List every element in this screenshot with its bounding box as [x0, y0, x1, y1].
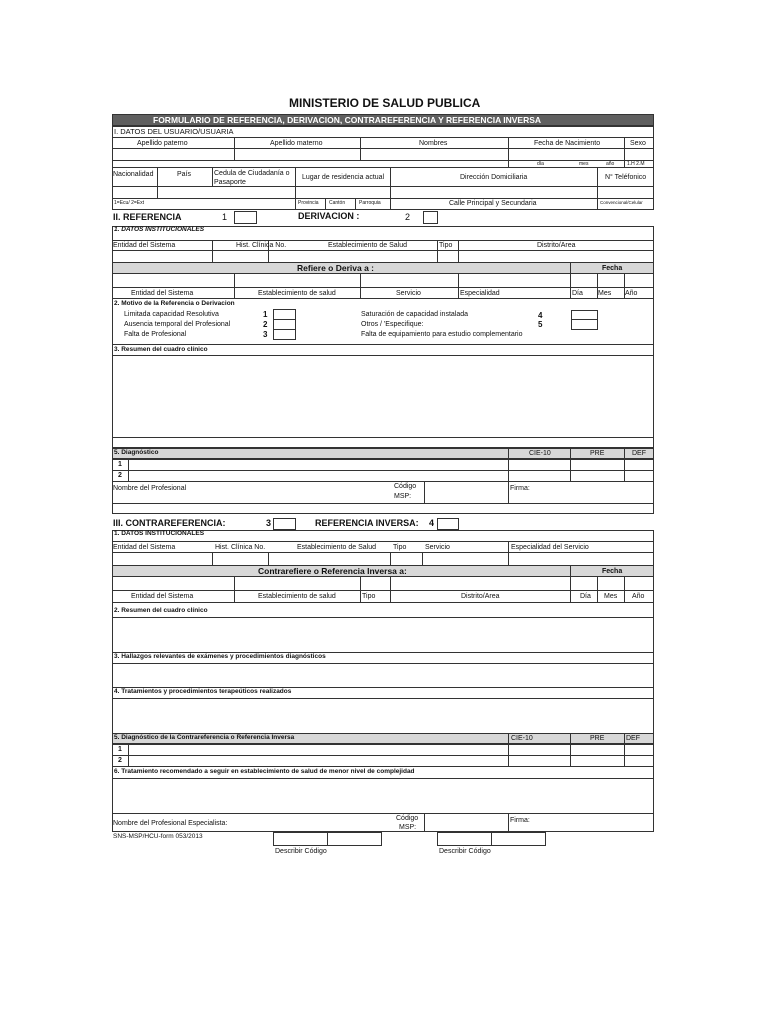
motivo-4: Saturación de capacidad instalada — [361, 311, 469, 318]
dest3-distrito-field[interactable] — [391, 578, 569, 589]
diag-pre-3: PRE — [590, 735, 605, 742]
dest3-col-distrito: Distrito/Area — [461, 593, 500, 600]
refiere-fecha: Fecha — [602, 265, 623, 272]
apellido-materno-field[interactable] — [235, 149, 359, 159]
dest-establecimiento-field[interactable] — [235, 275, 359, 286]
inst3-establecimiento-field[interactable] — [269, 553, 389, 564]
motivo-num-5: 5 — [538, 320, 543, 329]
tratamientos-title: 4. Tratamientos y procedimientos terapeúticos realizados — [114, 688, 292, 695]
fecha-nacimiento-field[interactable] — [509, 149, 623, 159]
direccion-field[interactable] — [391, 187, 596, 197]
hallazgos-textarea[interactable] — [113, 664, 653, 686]
dest3-col-mes: Mes — [604, 593, 618, 600]
referencia-inversa-number: 4 — [429, 518, 435, 528]
motivo-2: Ausencia temporal del Profesional — [124, 321, 231, 328]
contrareferencia-number: 3 — [266, 518, 272, 528]
inst3-col-especialidad: Especialidad del Servicio — [511, 544, 589, 551]
resumen-title-2: 3. Resumen del cuadro clínico — [114, 346, 208, 353]
referencia-inversa-checkbox[interactable] — [437, 518, 459, 530]
label-calle: Calle Principal y Secundaria — [449, 200, 537, 207]
col-sexo: Sexo — [630, 140, 646, 147]
describir-codigo-1: Describir Código — [275, 848, 327, 855]
dest3-mes-field[interactable] — [598, 578, 623, 589]
referencia-label: II. REFERENCIA — [113, 212, 182, 222]
label-mes: mes — [579, 161, 589, 167]
diag-pre-2: PRE — [590, 450, 605, 457]
firma-label-3: Firma: — [510, 817, 530, 824]
inst-historia-field[interactable] — [213, 251, 267, 261]
motivo-title: 2. Motivo de la Referencia o Derivacion — [114, 300, 235, 307]
motivo-1: Limitada capacidad Resolutiva — [124, 311, 219, 318]
residencia-field[interactable] — [296, 187, 389, 197]
datos-institucionales-3: 1. DATOS INSTITUCIONALES — [114, 530, 205, 537]
dest3-col-anio: Año — [632, 593, 645, 600]
label-ecu-ext: 1=Ecu/ 2=Ext — [114, 200, 145, 206]
diag-cie-2: CIE-10 — [529, 450, 551, 457]
form-banner-text: FORMULARIO DE REFERENCIA, DERIVACION, CONTRAREFERENCIA Y REFERENCIA INVERSA — [153, 115, 542, 125]
inst3-col-servicio: Servicio — [425, 544, 450, 551]
inst3-col-historia: Hist. Clínica No. — [215, 544, 266, 551]
label-parroquia: Parroquia — [359, 200, 381, 206]
label-anio: año — [606, 161, 615, 167]
pais-field[interactable] — [158, 187, 294, 197]
diagnostico-title-3: 5. Diagnóstico de la Contrareferencia o Referencia Inversa — [114, 734, 295, 741]
dest-col-anio: Año — [625, 290, 638, 297]
codigo-label-2: Código — [394, 483, 417, 490]
dest3-dia-field[interactable] — [571, 578, 596, 589]
codigo-box-1b[interactable] — [327, 832, 382, 846]
inst-distrito-field[interactable] — [459, 251, 653, 261]
label-convencional: Convencional/Celular — [600, 200, 643, 205]
motivo-6: Falta de equipamiento para estudio complementario — [361, 331, 523, 338]
referencia-checkbox[interactable] — [234, 211, 257, 224]
telefono-field[interactable] — [598, 187, 653, 197]
label-provincia: Provincia — [298, 200, 319, 206]
derivacion-number: 2 — [405, 212, 411, 222]
col-fecha-nacimiento: Fecha de Nacimiento — [534, 140, 601, 147]
inst3-col-establecimiento: Establecimiento de Salud — [297, 544, 376, 551]
col-pais: País — [177, 171, 192, 178]
label-canton: Cantón — [329, 200, 346, 206]
inst-entidad-field[interactable] — [113, 251, 211, 261]
form-id: SNS-MSP/HCU-form 053/2013 — [113, 833, 203, 840]
diag-row-2-2: 2 — [118, 472, 122, 479]
dest-col-especialidad: Especialidad — [460, 290, 500, 297]
dest-col-dia: Día — [572, 290, 583, 297]
page-title: MINISTERIO DE SALUD PUBLICA — [289, 96, 481, 110]
inst-establecimiento-field[interactable] — [269, 251, 436, 261]
dest-especialidad-field[interactable] — [459, 275, 569, 286]
dest-col-establecimiento: Establecimiento de salud — [258, 290, 336, 297]
dest-col-servicio: Servicio — [396, 290, 421, 297]
motivo-checkbox-3[interactable] — [273, 329, 296, 340]
inst3-col-entidad: Entidad del Sistema — [113, 544, 176, 551]
dest-entidad-field[interactable] — [113, 275, 233, 286]
diag-2-field-3[interactable] — [129, 756, 507, 766]
nombres-field[interactable] — [361, 149, 507, 159]
codigo-box-2b[interactable] — [491, 832, 546, 846]
msp-label-3: MSP: — [399, 824, 417, 831]
contrareferencia-checkbox[interactable] — [273, 518, 296, 530]
col-apellido-paterno: Apellido paterno — [137, 140, 188, 147]
codigo-box-1a[interactable] — [273, 832, 328, 846]
inst3-col-tipo: Tipo — [393, 544, 407, 551]
col-apellido-materno: Apellido materno — [270, 140, 323, 147]
dest3-tipo-field[interactable] — [361, 578, 389, 589]
col-nacionalidad: Nacionalidad — [113, 171, 154, 178]
inst-col-distrito: Distrito/Area — [537, 242, 576, 249]
inst3-especialidad-field[interactable] — [509, 553, 653, 564]
inst3-tipo-field[interactable] — [391, 553, 421, 564]
dest-col-entidad: Entidad del Sistema — [131, 290, 194, 297]
sexo-field[interactable] — [625, 149, 653, 159]
motivo-num-2: 2 — [263, 320, 268, 329]
col-cedula: Cedula de Ciudadanía o Pasaporte — [214, 170, 290, 186]
inst3-historia-field[interactable] — [213, 553, 267, 564]
inst3-entidad-field[interactable] — [113, 553, 211, 564]
referencia-number: 1 — [222, 212, 228, 222]
inst-col-historia: Hist. Clínica No. — [236, 242, 287, 249]
tratamiento-recomendado-title: 6. Tratamiento recomendado a seguir en establecimiento de salud de menor nivel de complejidad — [114, 768, 415, 775]
describir-codigo-2: Describir Código — [439, 848, 491, 855]
inst-col-establecimiento: Establecimiento de Salud — [328, 242, 407, 249]
profesional-label-3: Nombre del Profesional Especialista: — [113, 820, 228, 827]
firma-label-2: Firma: — [510, 485, 530, 492]
diagnostico-title-2: 5. Diagnóstico — [114, 449, 159, 456]
diag-def-3: DEF — [626, 735, 640, 742]
derivacion-checkbox[interactable] — [423, 211, 438, 224]
col-direccion: Dirección Domiciliaria — [460, 174, 528, 181]
contrareferencia-label: III. CONTRAREFERENCIA: — [113, 518, 226, 528]
codigo-box-2a[interactable] — [437, 832, 492, 846]
diag-1-field-3[interactable] — [129, 745, 507, 755]
datos-institucionales-2: 1. DATOS INSTITUCIONALES — [114, 226, 205, 233]
motivo-num-3: 3 — [263, 330, 268, 339]
inst-col-tipo: Tipo — [439, 242, 453, 249]
col-telefono: N° Teléfonico — [605, 174, 647, 181]
motivo-num-1: 1 — [263, 310, 268, 319]
resumen-textarea-3[interactable] — [113, 618, 653, 651]
tratamiento-recomendado-textarea[interactable] — [113, 779, 653, 812]
dest-col-mes: Mes — [598, 290, 612, 297]
motivo-3: Falta de Profesional — [124, 331, 187, 338]
dest-mes-field[interactable] — [598, 275, 623, 286]
refiere-bar — [112, 262, 654, 274]
dest-dia-field[interactable] — [571, 275, 596, 286]
motivo-num-4: 4 — [538, 311, 543, 320]
diag-row-1-3: 1 — [118, 746, 122, 753]
diag-2-field-2[interactable] — [129, 471, 507, 481]
motivo-checkbox-5[interactable] — [571, 319, 598, 330]
inst-tipo-field[interactable] — [438, 251, 457, 261]
label-sexo-opts: 1.H 2.M — [627, 161, 645, 167]
profesional-label-2: Nombre del Profesional — [113, 485, 187, 492]
tratamientos-textarea[interactable] — [113, 699, 653, 732]
dest3-col-tipo: Tipo — [362, 593, 376, 600]
contrarefiere-label: Contrarefiere o Referencia Inversa a: — [258, 566, 407, 576]
codigo-label-3: Código — [396, 815, 419, 822]
dest3-anio-field[interactable] — [625, 578, 653, 589]
diag-1-field-2[interactable] — [129, 460, 507, 470]
diag-row-2-3: 2 — [118, 757, 122, 764]
motivo-5: Otros / 'Especifique: — [361, 321, 424, 328]
apellido-paterno-field[interactable] — [113, 149, 233, 159]
inst-col-entidad: Entidad del Sistema — [113, 242, 176, 249]
section-1-heading: I. DATOS DEL USUARIO/USUARIA — [114, 127, 234, 136]
dest3-col-dia: Día — [580, 593, 591, 600]
msp-label-2: MSP: — [394, 493, 412, 500]
resumen-textarea-2[interactable] — [113, 356, 653, 436]
contrarefiere-fecha: Fecha — [602, 568, 623, 575]
dest-servicio-field[interactable] — [361, 275, 457, 286]
resumen-title-3: 2. Resumen del cuadro clínico — [114, 607, 208, 614]
dest3-col-entidad: Entidad del Sistema — [131, 593, 194, 600]
derivacion-label: DERIVACION : — [298, 211, 360, 221]
label-dia: día — [537, 161, 544, 167]
diag-def-2: DEF — [632, 450, 646, 457]
col-lugar-residencia: Lugar de residencia actual — [302, 174, 385, 181]
diagnostico-bar-2 — [112, 448, 654, 459]
dest3-col-establecimiento: Establecimiento de salud — [258, 593, 336, 600]
col-nombres: Nombres — [419, 140, 448, 147]
inst3-servicio-field[interactable] — [423, 553, 507, 564]
dest3-entidad-field[interactable] — [113, 578, 233, 589]
hallazgos-title: 3. Hallazgos relevantes de exámenes y procedimientos diagnósticos — [114, 653, 326, 660]
nacionalidad-field[interactable] — [113, 187, 157, 197]
referencia-inversa-label: REFERENCIA INVERSA: — [315, 518, 419, 528]
dest3-establecimiento-field[interactable] — [235, 578, 359, 589]
diag-cie-3: CIE-10 — [511, 735, 533, 742]
refiere-label: Refiere o Deriva a : — [297, 263, 375, 273]
dest-anio-field[interactable] — [625, 275, 653, 286]
diag-row-1-2: 1 — [118, 461, 122, 468]
